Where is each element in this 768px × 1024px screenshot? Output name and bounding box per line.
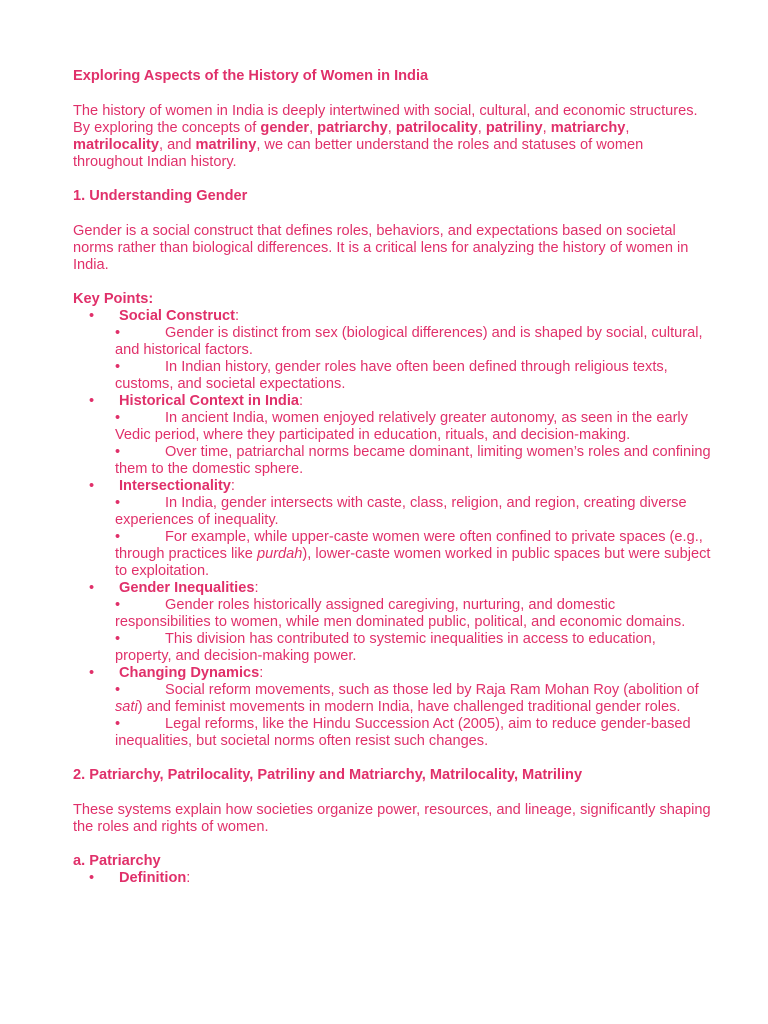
term-sati: sati bbox=[115, 699, 138, 715]
bullet-icon: • bbox=[115, 529, 121, 545]
bullet-icon: • bbox=[115, 444, 121, 460]
point-label: Gender Inequalities bbox=[119, 580, 255, 596]
section1-heading: 1. Understanding Gender bbox=[73, 188, 248, 204]
sub-item bbox=[115, 682, 713, 716]
term-gender: gender bbox=[260, 120, 310, 136]
intro-text: , we can better understand the roles and statuses of women throughout Indian history. bbox=[73, 137, 644, 170]
sub-text: Legal reforms, like the Hindu Succession Act (2005), aim to reduce gender-based inequalities, but societal norms often resist such changes. bbox=[115, 716, 691, 749]
point-label: Changing Dynamics bbox=[119, 665, 260, 681]
bullet-icon: • bbox=[89, 308, 95, 324]
intro-text: The history of women in India is deeply intertwined with social, cultural, and economic structures. By exploring the concepts of bbox=[73, 103, 698, 136]
colon: : bbox=[259, 665, 264, 681]
sep: , bbox=[542, 120, 551, 136]
sub-text: ), lower-caste women worked in public spaces but were subject to exploitation. bbox=[115, 546, 711, 579]
point-label: Definition bbox=[119, 870, 187, 886]
sub-list bbox=[115, 495, 713, 580]
sub-text: ) and feminist movements in modern India, have challenged traditional gender roles. bbox=[137, 699, 681, 715]
sub-list bbox=[115, 682, 713, 750]
term-matrilocality: matrilocality bbox=[73, 137, 159, 153]
sub-text: In India, gender intersects with caste, class, religion, and region, creating diverse experiences of inequality. bbox=[115, 495, 687, 528]
sub-text: Social reform movements, such as those led by Raja Ram Mohan Roy (abolition of bbox=[165, 682, 699, 698]
bullet-icon: • bbox=[115, 325, 121, 341]
bullet-icon: • bbox=[115, 631, 121, 647]
bullet-icon: • bbox=[115, 597, 121, 613]
patriarchy-subheading: a. Patriarchy bbox=[73, 853, 161, 869]
colon: : bbox=[230, 478, 235, 494]
term-patriarchy: patriarchy bbox=[317, 120, 388, 136]
term-purdah: purdah bbox=[256, 546, 303, 562]
section1-paragraph: Gender is a social construct that defines roles, behaviors, and expectations based on societal norms rather than biological differences. It is a critical lens for analyzing the history of women in India. bbox=[73, 223, 689, 273]
patriarchy-list bbox=[73, 870, 713, 887]
sub-list bbox=[115, 325, 713, 393]
sub-item bbox=[115, 325, 713, 359]
sub-text: Over time, patriarchal norms became dominant, limiting women’s roles and confining them to the domestic sphere. bbox=[115, 444, 711, 477]
sub-item bbox=[115, 597, 713, 631]
point-intersectionality bbox=[73, 478, 713, 580]
sub-text: This division has contributed to systemic inequalities in access to education, property, and decision-making power. bbox=[115, 631, 656, 664]
sub-item bbox=[115, 359, 713, 393]
sep: , and bbox=[158, 137, 196, 153]
point-label: Intersectionality bbox=[119, 478, 231, 494]
term-patriliny: patriliny bbox=[485, 120, 543, 136]
bullet-icon: • bbox=[89, 580, 95, 596]
colon: : bbox=[254, 580, 259, 596]
bullet-icon: • bbox=[89, 478, 95, 494]
sub-text: Gender is distinct from sex (biological differences) and is shaped by social, cultural, and historical factors. bbox=[115, 325, 703, 358]
bullet-icon: • bbox=[89, 393, 95, 409]
sub-item bbox=[115, 495, 713, 529]
key-points-list bbox=[73, 308, 713, 750]
point-label: Historical Context in India bbox=[119, 393, 300, 409]
bullet-icon: • bbox=[115, 682, 121, 698]
sub-text: For example, while upper-caste women were often confined to private spaces (e.g., through practices like bbox=[115, 529, 703, 562]
sub-item bbox=[115, 716, 713, 750]
term-patrilocality: patrilocality bbox=[395, 120, 478, 136]
point-gender-inequalities bbox=[73, 580, 713, 665]
sep: , bbox=[625, 120, 630, 136]
section2-heading: 2. Patriarchy, Patrilocality, Patriliny and Matriarchy, Matrilocality, Matriliny bbox=[73, 767, 583, 783]
sub-text: In Indian history, gender roles have often been defined through religious texts, customs, and societal expectations. bbox=[115, 359, 668, 392]
sub-item bbox=[115, 444, 713, 478]
bullet-icon: • bbox=[115, 359, 121, 375]
sub-text: Gender roles historically assigned caregiving, nurturing, and domestic responsibilities to women, while men dominated public, political, and economic domains. bbox=[115, 597, 686, 630]
sep: , bbox=[309, 120, 318, 136]
point-label: Social Construct bbox=[119, 308, 235, 324]
sep: , bbox=[477, 120, 486, 136]
bullet-icon: • bbox=[115, 410, 121, 426]
sub-list bbox=[115, 410, 713, 478]
sub-item bbox=[115, 529, 713, 580]
intro-paragraph bbox=[73, 103, 713, 171]
bullet-icon: • bbox=[115, 716, 121, 732]
term-matriarchy: matriarchy bbox=[550, 120, 626, 136]
section2-paragraph: These systems explain how societies organize power, resources, and lineage, significantly shaping the roles and rights of women. bbox=[73, 802, 711, 835]
colon: : bbox=[186, 870, 191, 886]
key-points-label: Key Points: bbox=[73, 291, 154, 307]
point-changing-dynamics bbox=[73, 665, 713, 750]
colon: : bbox=[299, 393, 304, 409]
bullet-icon: • bbox=[89, 665, 95, 681]
document-page bbox=[73, 68, 713, 887]
bullet-icon: • bbox=[89, 870, 95, 886]
document-title: Exploring Aspects of the History of Women in India bbox=[73, 68, 429, 84]
point-definition bbox=[73, 870, 713, 887]
bullet-icon: • bbox=[115, 495, 121, 511]
sub-item bbox=[115, 410, 713, 444]
sub-text: In ancient India, women enjoyed relatively greater autonomy, as seen in the early Vedic period, where they participated in education, rituals, and decision-making. bbox=[115, 410, 688, 443]
sub-item bbox=[115, 631, 713, 665]
sub-list bbox=[115, 597, 713, 665]
colon: : bbox=[234, 308, 240, 324]
sep: , bbox=[387, 120, 396, 136]
term-matriliny: matriliny bbox=[195, 137, 257, 153]
point-social-construct bbox=[73, 308, 713, 393]
point-historical-context bbox=[73, 393, 713, 478]
